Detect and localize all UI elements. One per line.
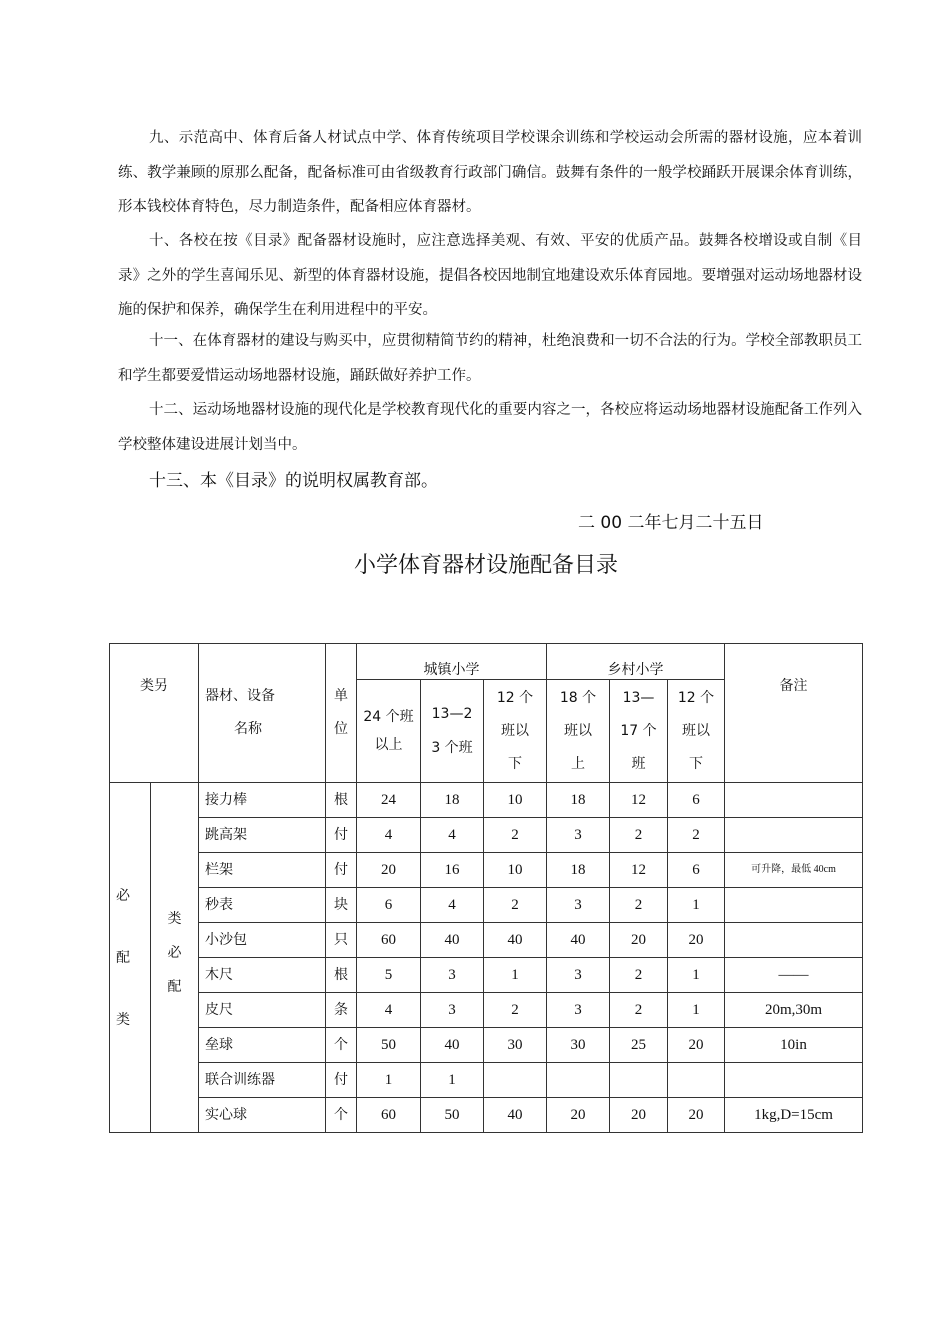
item-value: 25 — [610, 1028, 668, 1063]
item-value: 20 — [547, 1098, 610, 1133]
paragraph-9: 九、示范高中、体育后备人材试点中学、体育传统项目学校课余训练和学校运动会所需的器材设施，应本着训练、教学兼顾的原那么配备，配备标准可由省级教育行政部门确信。鼓舞有条件的一般学校踊跃开展课余体育训练，形本钱校体育特色，尽力制造条件，配备相应体育器材。 — [118, 130, 862, 215]
header-text: 班 — [631, 755, 646, 772]
table-row — [110, 853, 863, 888]
group-char: 必 — [116, 887, 130, 904]
item-unit: 付 — [326, 818, 357, 853]
item-value: 2 — [610, 888, 668, 923]
item-value: 24 — [357, 783, 421, 818]
item-name: 联合训练器 — [199, 1063, 326, 1098]
item-value: 20 — [668, 1028, 725, 1063]
item-value — [484, 1063, 547, 1098]
item-unit: 付 — [326, 1063, 357, 1098]
item-value: 1 — [668, 958, 725, 993]
item-value: 40 — [484, 923, 547, 958]
item-value: 20 — [357, 853, 421, 888]
group-outer — [110, 783, 151, 1133]
item-value: 40 — [484, 1098, 547, 1133]
table-row — [110, 783, 863, 818]
header-text: 12 个 — [677, 689, 715, 706]
document-date: 二 00 二年七月二十五日 — [578, 513, 764, 533]
header-text: 13— — [622, 689, 655, 706]
header-rural-18plus — [547, 680, 610, 783]
header-unit — [326, 644, 357, 783]
item-note — [725, 783, 863, 818]
item-value: 6 — [668, 853, 725, 888]
header-note: 备注 — [725, 644, 863, 783]
item-note: 1kg,D=15cm — [725, 1098, 863, 1133]
item-value: 3 — [547, 888, 610, 923]
table-row — [110, 1028, 863, 1063]
item-value: 3 — [547, 958, 610, 993]
header-text: 24 个班 — [363, 709, 414, 725]
table-row — [110, 958, 863, 993]
item-value: 40 — [547, 923, 610, 958]
item-value: 3 — [421, 993, 484, 1028]
table-row — [110, 888, 863, 923]
item-name: 小沙包 — [199, 923, 326, 958]
header-text: 以上 — [374, 737, 403, 753]
item-note — [725, 888, 863, 923]
item-note — [725, 923, 863, 958]
header-name — [199, 644, 326, 783]
item-value: 1 — [668, 993, 725, 1028]
item-value: 1 — [421, 1063, 484, 1098]
item-value: 20 — [668, 923, 725, 958]
item-name: 木尺 — [199, 958, 326, 993]
table-title: 小学体育器材设施配备目录 — [353, 553, 618, 578]
item-value — [668, 1063, 725, 1098]
item-value: 2 — [484, 888, 547, 923]
item-unit: 只 — [326, 923, 357, 958]
header-urban-12less — [484, 680, 547, 783]
item-value: 40 — [421, 1028, 484, 1063]
item-value: 20 — [610, 1098, 668, 1133]
equipment-table — [109, 643, 863, 1133]
item-value: 6 — [668, 783, 725, 818]
paragraph-11: 十一、在体育器材的建设与购买中，应贯彻精简节约的精神，杜绝浪费和一切不合法的行为。学校全部教职员工和学生都要爱惜运动场地器材设施，踊跃做好养护工作。 — [118, 333, 862, 384]
item-value — [610, 1063, 668, 1098]
item-name: 栏架 — [199, 853, 326, 888]
table-row — [110, 1063, 863, 1098]
item-value: 1 — [357, 1063, 421, 1098]
item-value: 40 — [421, 923, 484, 958]
item-value: 16 — [421, 853, 484, 888]
item-unit: 块 — [326, 888, 357, 923]
item-value: 2 — [484, 993, 547, 1028]
group-inner — [151, 783, 199, 1133]
header-unit-line2: 位 — [334, 721, 348, 737]
item-value: 60 — [357, 1098, 421, 1133]
item-value: 5 — [357, 958, 421, 993]
header-rural-13-17 — [610, 680, 668, 783]
group-char: 类 — [116, 1011, 130, 1028]
header-text: 班以 — [564, 722, 592, 739]
table-row — [110, 923, 863, 958]
table-row — [110, 818, 863, 853]
item-value: 4 — [357, 993, 421, 1028]
item-value: 4 — [421, 818, 484, 853]
header-text: 13—2 — [431, 706, 473, 722]
item-value: 3 — [547, 993, 610, 1028]
item-value: 1 — [668, 888, 725, 923]
item-value: 18 — [547, 853, 610, 888]
item-value: 3 — [547, 818, 610, 853]
header-urban-24plus — [357, 680, 421, 783]
header-text: 3 个班 — [431, 740, 473, 756]
item-value: 2 — [610, 818, 668, 853]
item-unit: 根 — [326, 958, 357, 993]
paragraph-12: 十二、运动场地器材设施的现代化是学校教育现代化的重要内容之一，各校应将运动场地器材设施配备工作列入学校整体建设进展计划当中。 — [118, 402, 862, 453]
item-value: 4 — [357, 818, 421, 853]
item-value: 18 — [421, 783, 484, 818]
header-rural: 乡村小学 — [547, 644, 725, 680]
item-name: 皮尺 — [199, 993, 326, 1028]
group-char: 类 — [167, 910, 182, 927]
item-note: 10in — [725, 1028, 863, 1063]
header-urban-13-23 — [421, 680, 484, 783]
header-text: 18 个 — [559, 689, 597, 706]
item-value: 50 — [421, 1098, 484, 1133]
item-name: 实心球 — [199, 1098, 326, 1133]
item-value: 18 — [547, 783, 610, 818]
item-note: 可升降，最低 40cm — [725, 853, 863, 888]
item-value: 4 — [421, 888, 484, 923]
header-text: 下 — [689, 755, 703, 772]
item-unit: 个 — [326, 1098, 357, 1133]
item-unit: 条 — [326, 993, 357, 1028]
item-value: 2 — [610, 993, 668, 1028]
item-unit: 付 — [326, 853, 357, 888]
item-value: 6 — [357, 888, 421, 923]
item-unit: 个 — [326, 1028, 357, 1063]
header-text: 下 — [508, 755, 522, 772]
item-value: 2 — [668, 818, 725, 853]
item-value: 3 — [421, 958, 484, 993]
table-row — [110, 1098, 863, 1133]
item-value: 20 — [610, 923, 668, 958]
item-name: 接力棒 — [199, 783, 326, 818]
item-value — [547, 1063, 610, 1098]
group-char: 必 — [167, 944, 182, 961]
item-value: 1 — [484, 958, 547, 993]
item-value: 12 — [610, 783, 668, 818]
header-unit-line1: 单 — [334, 688, 348, 704]
item-name: 秒表 — [199, 888, 326, 923]
item-name: 跳高架 — [199, 818, 326, 853]
item-note: —— — [725, 958, 863, 993]
header-text: 上 — [571, 755, 585, 772]
item-value: 12 — [610, 853, 668, 888]
group-char: 配 — [116, 949, 130, 966]
header-text: 12 个 — [496, 689, 534, 706]
header-text: 17 个 — [620, 722, 657, 739]
item-value: 10 — [484, 853, 547, 888]
header-name-line2: 名称 — [234, 721, 262, 737]
item-unit: 根 — [326, 783, 357, 818]
item-value: 30 — [484, 1028, 547, 1063]
item-value: 2 — [610, 958, 668, 993]
item-name: 垒球 — [199, 1028, 326, 1063]
header-text: 班以 — [501, 722, 529, 739]
item-value: 50 — [357, 1028, 421, 1063]
item-value: 2 — [484, 818, 547, 853]
header-rural-12less — [668, 680, 725, 783]
item-value: 20 — [668, 1098, 725, 1133]
item-note: 20m,30m — [725, 993, 863, 1028]
header-name-line1: 器材、设备 — [205, 688, 275, 704]
header-row-1 — [110, 644, 863, 680]
paragraph-13: 十三、本《目录》的说明权属教育部。 — [149, 471, 438, 491]
header-category: 类另 — [110, 644, 199, 783]
paragraph-10: 十、各校在按《目录》配备器材设施时，应注意选择美观、有效、平安的优质产品。鼓舞各校增设或自制《目录》之外的学生喜闻乐见、新型的体育器材设施，提倡各校因地制宜地建设欢乐体育园地。要增强对运动场地器材设施的保护和保养，确保学生在利用进程中的平安。 — [118, 233, 862, 318]
item-value: 10 — [484, 783, 547, 818]
item-note — [725, 1063, 863, 1098]
group-char: 配 — [167, 978, 182, 995]
header-text: 班以 — [682, 722, 710, 739]
table-row — [110, 993, 863, 1028]
item-value: 60 — [357, 923, 421, 958]
item-value: 30 — [547, 1028, 610, 1063]
header-urban: 城镇小学 — [357, 644, 547, 680]
item-note — [725, 818, 863, 853]
